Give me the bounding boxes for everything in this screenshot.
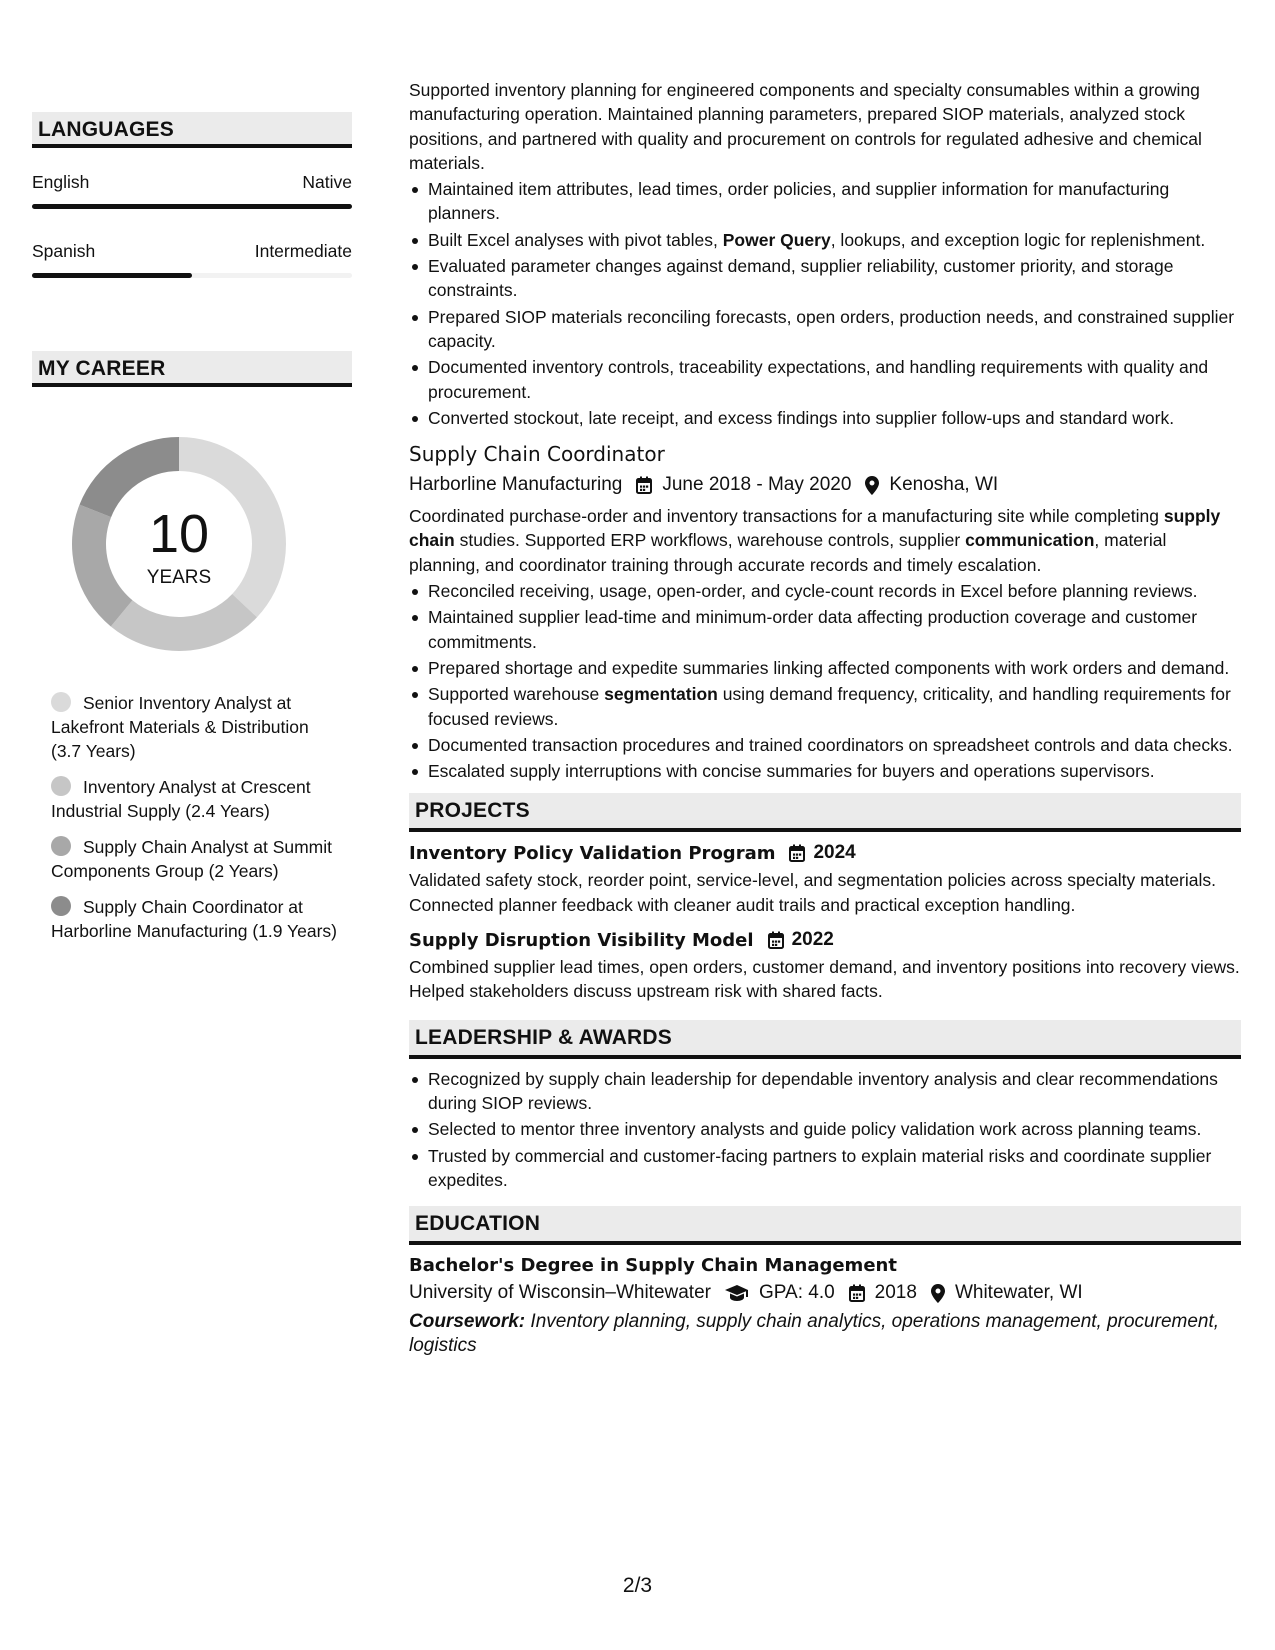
language-level: Native: [302, 172, 352, 192]
job-dates: June 2018 - May 2020: [662, 474, 852, 496]
project-year: 2022: [791, 929, 834, 951]
career-heading: MY CAREER: [32, 351, 352, 387]
proficiency-bar: [32, 273, 352, 278]
left-column: [32, 0, 352, 955]
location-pin-icon: [931, 1284, 945, 1303]
calendar-icon: [789, 844, 805, 862]
legend-label: Inventory Analyst at Crescent Industrial Supply (2.4 Years): [51, 777, 311, 821]
job-bullet: Documented inventory controls, traceability expectations, and handling requirements with quality and procurement.: [428, 355, 1241, 404]
total-years-label: YEARS: [146, 567, 212, 588]
job-bullet: Supported warehouse segmentation using demand frequency, criticality, and handling requirements for focused reviews.: [428, 682, 1241, 731]
legend-item: [51, 835, 341, 883]
legend-label: Supply Chain Coordinator at Harborline Manufacturing (1.9 Years): [51, 897, 337, 941]
legend-label: Supply Chain Analyst at Summit Components Group (2 Years): [51, 837, 333, 881]
calendar-icon: [849, 1284, 865, 1302]
job-bullet: Prepared shortage and expedite summaries linking affected components with work orders and demand.: [428, 656, 1241, 680]
job-bullet: Prepared SIOP materials reconciling forecasts, open orders, production needs, and constrained supplier capacity.: [428, 305, 1241, 354]
calendar-icon: [636, 476, 652, 494]
page-number: 2/3: [622, 1574, 653, 1597]
language-spanish: [32, 241, 352, 278]
donut-slice-2: [111, 594, 257, 651]
project-year: 2024: [813, 842, 856, 864]
job-bullet: Converted stockout, late receipt, and excess findings into supplier follow-ups and standard work.: [428, 406, 1241, 430]
projects-heading: PROJECTS: [409, 793, 1241, 832]
job-bullet: Escalated supply interruptions with concise summaries for buyers and operations supervisors.: [428, 759, 1241, 783]
leadership-bullet: Selected to mentor three inventory analysts and guide policy validation work across planning teams.: [428, 1117, 1241, 1141]
legend-item: [51, 691, 341, 763]
school-name: University of Wisconsin–Whitewater: [409, 1282, 711, 1304]
school-location: Whitewater, WI: [954, 1282, 1083, 1304]
career-legend: [51, 691, 341, 943]
job-bullet: Reconciled receiving, usage, open-order, and cycle-count records in Excel before planning reviews.: [428, 579, 1241, 603]
legend-swatch: [51, 692, 71, 712]
coursework-list: Inventory planning, supply chain analytics, operations management, procurement, logistics: [409, 1311, 1220, 1357]
proficiency-fill: [32, 204, 352, 209]
job-bullets: [409, 177, 1241, 430]
location-pin-icon: [865, 476, 879, 495]
job-location: Kenosha, WI: [889, 474, 999, 496]
degree-title: Bachelor's Degree in Supply Chain Management: [409, 1255, 897, 1277]
job-title: Supply Chain Coordinator: [409, 442, 665, 467]
education-meta: [409, 1282, 1241, 1304]
job-summary: Coordinated purchase-order and inventory transactions for a manufacturing site while completing supply chain studies. Supported ERP workflows, warehouse controls, supplier communication, material planning, and coordinator training through accurate records and timely escalation.: [409, 506, 1221, 575]
legend-swatch: [51, 776, 71, 796]
coursework: [409, 1310, 1241, 1358]
job-bullet: Built Excel analyses with pivot tables, Power Query, lookups, and exception logic for replenishment.: [428, 228, 1241, 252]
project-description: Validated safety stock, reorder point, service-level, and segmentation policies across specialty materials. Connected planner feedback with cleaner audit trails and practical exception handling.: [409, 870, 1216, 915]
project-title-row: [409, 842, 1241, 864]
project-description: Combined supplier lead times, open orders, customer demand, and inventory positions into recovery views. Helped stakeholders discuss upstream risk with shared facts.: [409, 957, 1240, 1002]
job-bullet: Evaluated parameter changes against demand, supplier reliability, customer priority, and storage constraints.: [428, 254, 1241, 303]
job-meta: [409, 474, 1241, 496]
language-name: Spanish: [32, 241, 96, 261]
right-column: [409, 78, 1241, 1358]
job-bullets: [409, 579, 1241, 783]
leadership-heading: LEADERSHIP & AWARDS: [409, 1020, 1241, 1059]
gpa: GPA: 4.0: [758, 1282, 835, 1304]
coursework-label: Coursework:: [409, 1311, 526, 1333]
legend-label: Senior Inventory Analyst at Lakefront Materials & Distribution (3.7 Years): [51, 693, 309, 761]
legend-swatch: [51, 836, 71, 856]
language-level: Intermediate: [254, 241, 352, 261]
job-bullet: Documented transaction procedures and trained coordinators on spreadsheet controls and data checks.: [428, 733, 1241, 757]
proficiency-bar: [32, 204, 352, 209]
project-title: Inventory Policy Validation Program: [409, 842, 776, 864]
project-title-row: [409, 929, 1241, 951]
language-name: English: [32, 172, 90, 192]
legend-swatch: [51, 896, 71, 916]
job-bullet: Maintained supplier lead-time and minimum-order data affecting production coverage and customer commitments.: [428, 605, 1241, 654]
job-summary: Supported inventory planning for engineered components and specialty consumables within a growing manufacturing operation. Maintained planning parameters, prepared SIOP materials, analyzed stock positions, and partnered with quality and procurement on controls for regulated adhesive and chemical materials.: [409, 80, 1202, 173]
graduation-year: 2018: [874, 1282, 917, 1304]
calendar-icon: [768, 931, 784, 949]
languages-heading: LANGUAGES: [32, 112, 352, 148]
leadership-bullet: Trusted by commercial and customer-facing partners to explain material risks and coordinate supplier expedites.: [428, 1144, 1241, 1193]
total-years-number: 10: [148, 504, 210, 564]
project-title: Supply Disruption Visibility Model: [409, 929, 754, 951]
graduation-cap-icon: [725, 1285, 749, 1301]
legend-item: [51, 895, 341, 943]
leadership-bullet: Recognized by supply chain leadership for dependable inventory analysis and clear recommendations during SIOP reviews.: [428, 1067, 1241, 1116]
leadership-bullets: [409, 1067, 1241, 1192]
job-bullet: Maintained item attributes, lead times, order policies, and supplier information for manufacturing planners.: [428, 177, 1241, 226]
education-heading: EDUCATION: [409, 1206, 1241, 1245]
career-donut-chart: [66, 431, 292, 657]
legend-item: [51, 775, 341, 823]
proficiency-fill: [32, 273, 192, 278]
company-name: Harborline Manufacturing: [409, 474, 623, 496]
language-english: [32, 172, 352, 209]
